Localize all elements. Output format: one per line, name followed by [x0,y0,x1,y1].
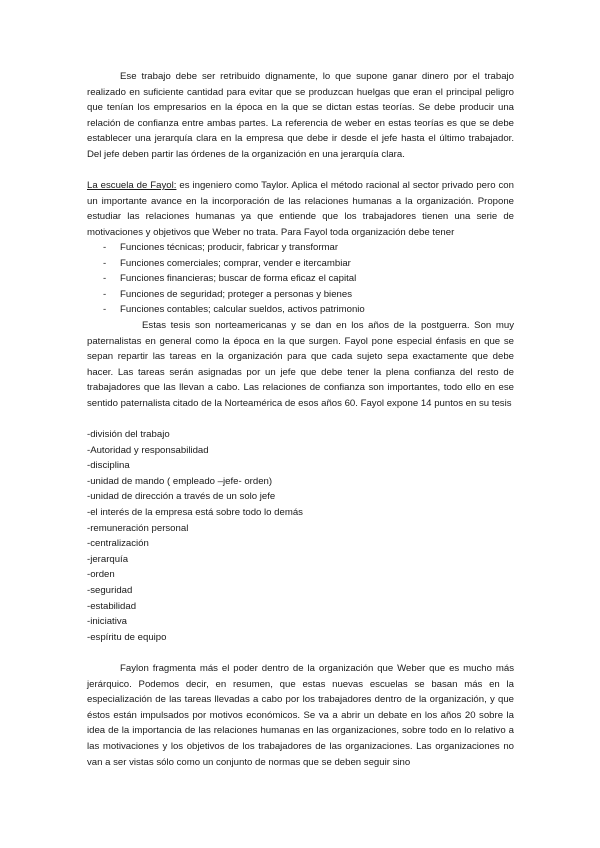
list-item-text: Funciones técnicas; producir, fabricar y transformar [120,242,339,253]
paragraph-faylon: Faylon fragmenta más el poder dentro de la organización que Weber que es mucho más jerárquico. Podemos decir, en resumen, que estas nuevas escuelas se basan más en la especialización de las tareas llevadas a cabo por los trabajadores dentro de la organización, y que éstos están impulsados por motivos económicos. Se va a abrir un debate en los años 20 sobre la idea de la importancia de las relaciones humanas en las organizaciones, sobre todo en lo relativo a las motivaciones y los objetivos de los trabajadores de las organizaciones. Las organizaciones no van a ser vistas sólo como un conjunto de normas que se deben seguir sino [87,663,514,768]
list-item: -jerarquía [87,553,129,565]
paragraph-fayol-body: es ingeniero como Taylor. Aplica el método racional al sector privado pero con un importante avance en la incorporación de las relaciones humanas a la organización. Propone estudiar las relaciones humanas ya que entiende que los trabajadores tienen una serie de motivaciones y objetivos que Weber no trata. Para Fayol toda organización debe tener [87,180,514,238]
list-item: -unidad de mando ( empleado –jefe- orden) [87,475,273,487]
list-item: -iniciativa [87,616,127,628]
list-item [87,271,514,287]
list-item: -centralización [87,538,149,550]
list-item: -seguridad [87,584,133,596]
list-item: -espíritu de equipo [87,631,167,643]
list-item: -disciplina [87,460,130,472]
list-item [87,287,514,303]
list-dash: - [103,273,107,285]
list-dash: - [103,288,107,300]
fayol-points-list [87,427,514,645]
functions-list [87,240,514,318]
section-heading-fayol: La escuela de Fayol: [87,180,177,191]
list-item: -división del trabajo [87,429,170,440]
list-dash: - [103,257,107,269]
paragraph-retribution: Ese trabajo debe ser retribuido dignamente, lo que supone ganar dinero por el trabajo realizado en suficiente cantidad para evitar que se produzcan huelgas que eran el principal peligro que tenían los empresarios en la época en la que se dictan estas teorías. Se debe producir una relación de confianza entre ambas partes. La referencia de weber en estas teorías es que se debe establecer una jerarquía clara en la empresa que debe ir desde el jefe hasta el último trabajador. Del jefe deben partir las órdenes de la organización en una jerarquía clara. [87,71,514,160]
paragraph-fayol-intro [87,178,514,240]
list-item: -el interés de la empresa está sobre todo lo demás [87,506,303,518]
list-item [87,240,514,256]
list-item-text: Funciones contables; calcular sueldos, activos patrimonio [120,304,365,316]
list-item: -Autoridad y responsabilidad [87,444,209,456]
paragraph-thesis: Estas tesis son norteamericanas y se dan en los años de la postguerra. Son muy paternalistas en general como la época en la que surgen. Fayol pone especial énfasis en que se sepan repartir las tareas en la organización para que cada sujeto sepa exactamente que debe hacer. Las tareas serán asignadas por un jefe que debe tener la plena confianza del resto de trabajadores que las llevan a cabo. Las relaciones de confianza son importantes, todo ello en ese sentido paternalista citado de la Norteamérica de esos años 60. Fayol expone 14 puntos en su tesis [87,320,514,409]
list-item: -remuneración personal [87,522,189,534]
list-item: -estabilidad [87,600,137,612]
list-dash: - [103,242,107,253]
list-item: -unidad de dirección a través de un solo jefe [87,491,276,503]
list-dash: - [103,304,107,316]
list-item [87,256,514,272]
list-item: -orden [87,569,115,581]
list-item [87,302,514,318]
list-item-text: Funciones financieras; buscar de forma eficaz el capital [120,273,357,285]
list-item-text: Funciones de seguridad; proteger a personas y bienes [120,288,352,300]
list-item-text: Funciones comerciales; comprar, vender e itercambiar [120,257,351,269]
